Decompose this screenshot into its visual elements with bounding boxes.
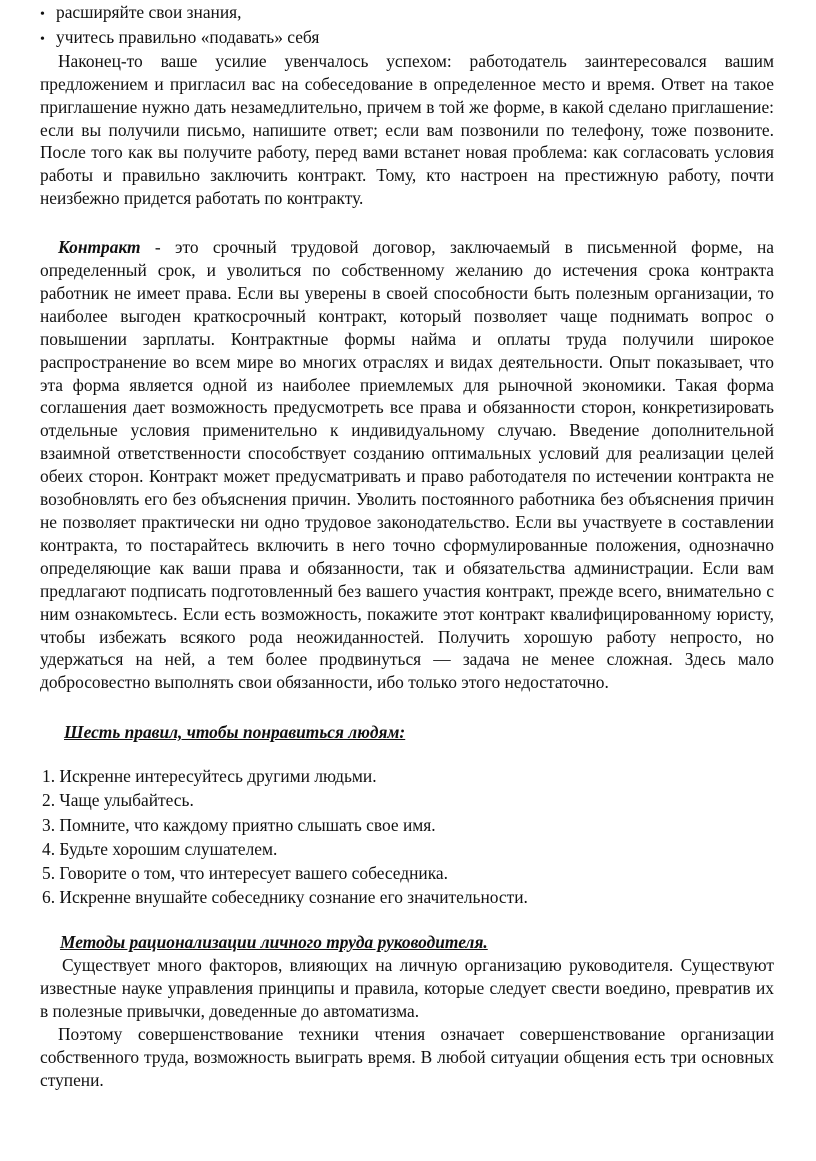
contract-term: Контракт bbox=[58, 237, 141, 258]
bullet-item bbox=[40, 1, 774, 24]
rule-item: 5. Говорите о том, что интересует вашего собеседника. bbox=[42, 862, 448, 883]
spacer bbox=[40, 909, 774, 931]
bullet-icon: • bbox=[40, 7, 45, 22]
bullet-text: расширяйте свои знания, bbox=[56, 2, 242, 22]
rule-item: 1. Искренне интересуйтесь другими людьми. bbox=[42, 766, 377, 787]
contract-text: - это срочный трудовой договор, заключаемый в письменной форме, на определенный срок, и уволиться по собственному желанию до истечения срока контракта работник не имеет права. Если вы уверены в своей способности быть полезным организации, то наиболее выгоден краткосрочный контракт, который позволяет чаще поднимать вопрос о повышении зарплаты. Контрактные формы найма и оплаты труда получили широкое распространение во всем мире во многих отраслях и видах деятельности. Опыт показывает, что эта форма является одной из наиболее приемлемых для рыночной экономики. Такая форма соглашения дает возможность предусмотреть все права и обязанности сторон, конкретизировать отдельные условия применительно к индивидуальному случаю. Введение дополнительной взаимной ответственности способствует созданию оптимальных условий для реализации целей обеих сторон. Контракт может предусматривать и право работодателя по истечении контракта не возобновлять его без объяснения причин. Уволить постоянного работника без объяснения причин не позволяет практически ни одно трудовое законодательство. Если вы участвуете в составлении контракта, то постарайтесь включить в него точно сформулированные положения, однозначно определяющие как ваши права и обязанности, так и обязательства администрации. Если вам предлагают подписать подготовленный без вашего участия контракт, прежде всего, внимательно с ним ознакомьтесь. Если есть возможность, покажите этот контракт квалифицированному юристу, чтобы избежать всякого рода неожиданностей. Получить хорошую работу непросто, но удержаться на ней, а тем более продвинуться — задача не менее сложная. Здесь мало добросовестно выполнять свои обязанности, ибо только этого недостаточно. bbox=[40, 237, 774, 693]
paragraph-contract bbox=[40, 236, 774, 694]
rule-item: 6. Искренне внушайте собеседнику сознание его значительности. bbox=[42, 887, 528, 908]
rule-item: 3. Помните, что каждому приятно слышать свое имя. bbox=[42, 814, 436, 835]
rules-list bbox=[40, 764, 774, 909]
rule-item: 2. Чаще улыбайтесь. bbox=[42, 790, 194, 811]
rule-item: 4. Будьте хорошим слушателем. bbox=[42, 838, 278, 859]
methods-heading: Методы рационализации личного труда руководителя. bbox=[60, 932, 488, 953]
spacer bbox=[40, 744, 774, 764]
bullet-item bbox=[40, 26, 774, 49]
bullet-list bbox=[40, 1, 774, 49]
paragraph-methods-1: Существует много факторов, влияющих на личную организацию руководителя. Существуют известные науке управления принципы и правила, которые следует свести воедино, превратив их в полезные привычки, доведенные до автоматизма. bbox=[40, 955, 774, 1022]
spacer bbox=[40, 210, 774, 236]
paragraph-methods-2: Поэтому совершенствование техники чтения означает совершенствование организации собственного труда, возможность выиграть время. В любой ситуации общения есть три основных ступени. bbox=[40, 1024, 774, 1090]
paragraph-invitation: Наконец-то ваше усилие увенчалось успехом: работодатель заинтересовался вашим предложением и пригласил вас на собеседование в определенное место и время. Ответ на такое приглашение нужно дать незамедлительно, причем в той же форме, в какой сделано приглашение: если вы получили письмо, напишите ответ; если вам позвонили по телефону, тоже позвоните. После того как вы получите работу, перед вами встанет новая проблема: как согласовать условия работы и правильно заключить контракт. Тому, кто настроен на престижную работу, почти неизбежно придется работать по контракту. bbox=[40, 50, 774, 209]
bullet-text: учитесь правильно «подавать» себя bbox=[56, 26, 320, 47]
spacer bbox=[40, 694, 774, 721]
rules-heading: Шесть правил, чтобы понравиться людям: bbox=[64, 722, 406, 743]
document-page bbox=[40, 0, 774, 1092]
bullet-icon: • bbox=[40, 31, 45, 47]
